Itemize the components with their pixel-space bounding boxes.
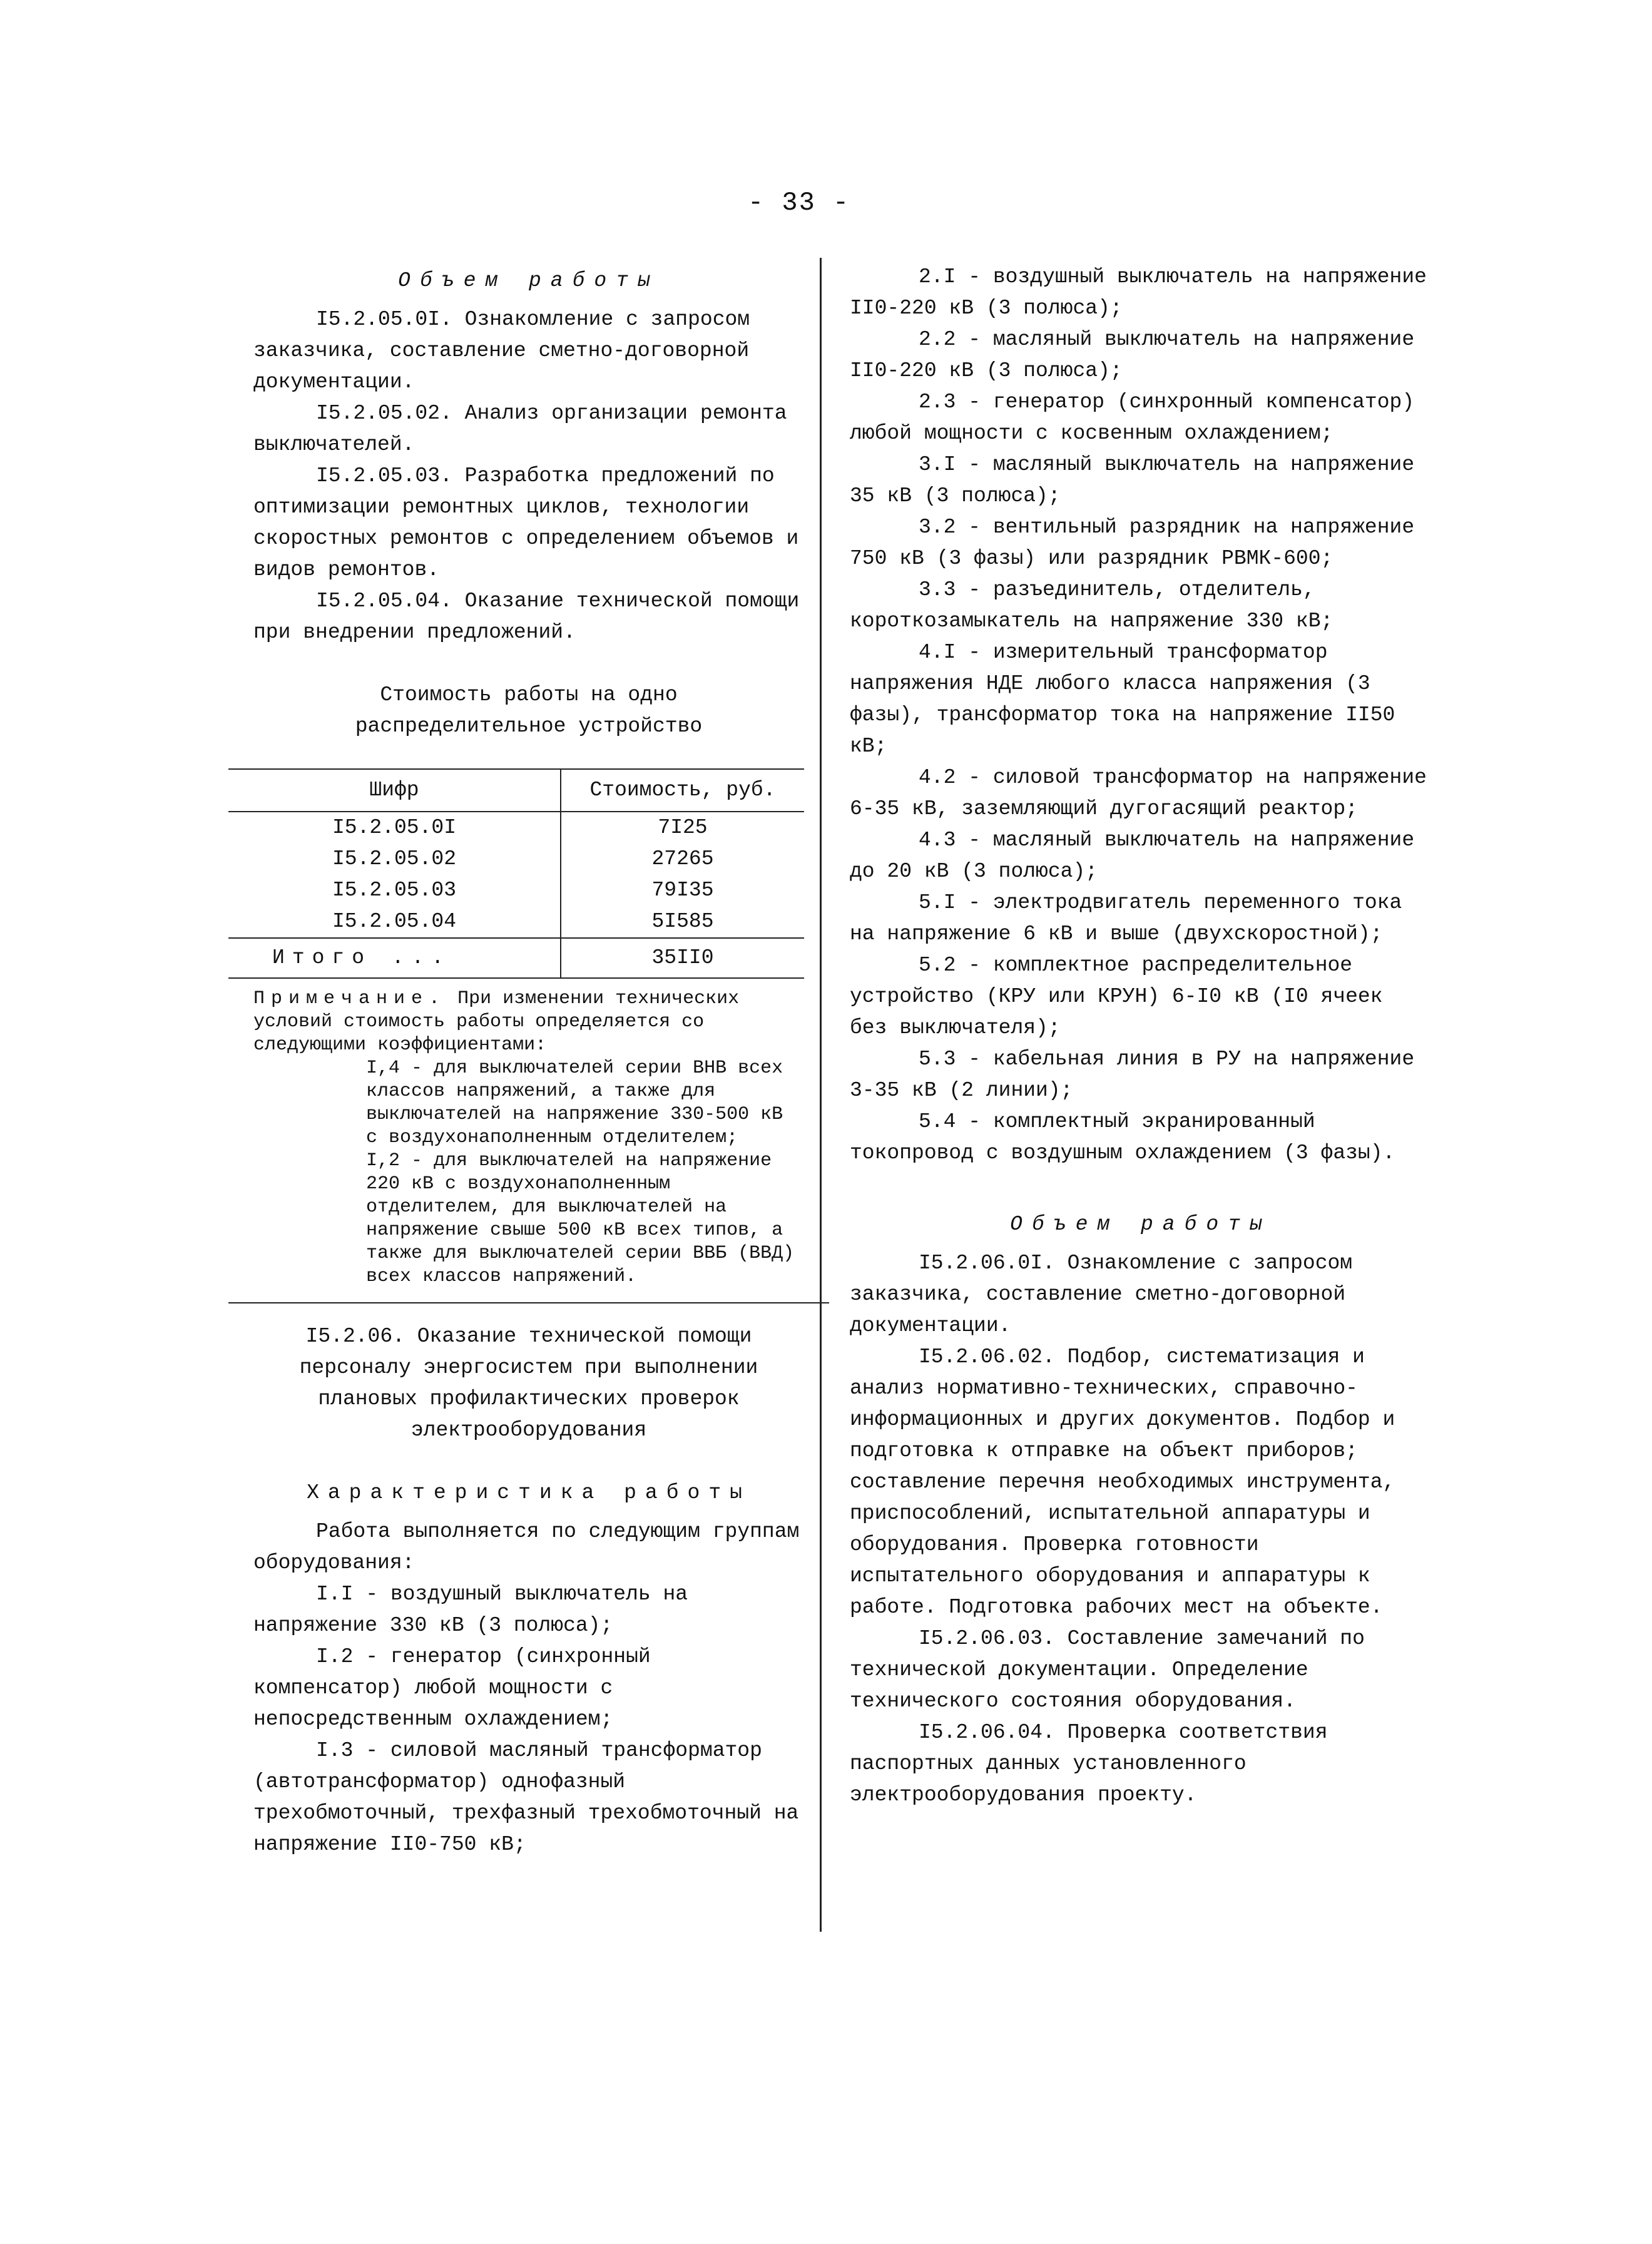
equipment-group: 4.3 - масляный выключатель на напряжение до 20 кВ (3 полюса); xyxy=(850,829,1415,883)
equipment-group: 5.2 - комплектное распределительное устройство (КРУ или КРУН) 6-I0 кВ (I0 ячеек без выключателя); xyxy=(850,954,1383,1039)
equipment-group: 5.I - электродвигатель переменного тока на напряжение 6 кВ и выше (двухскоростной); xyxy=(850,891,1402,946)
equipment-group: 2.2 - масляный выключатель на напряжение II0-220 кВ (3 полюса); xyxy=(850,328,1415,382)
characteristics-intro: Работа выполняется по следующим группам оборудования: xyxy=(253,1520,800,1574)
row-cost: 79I35 xyxy=(651,879,714,902)
note-intro: При изменении технических условий стоимость работы определяется со следующими коэффициентами: xyxy=(253,988,740,1056)
table-row xyxy=(228,812,804,844)
equipment-group: I.2 - генератор (синхронный компенсатор) любой мощности с непосредственным охлаждением; xyxy=(253,1645,651,1731)
equipment-group: I.3 - силовой масляный трансформатор (автотрансформатор) однофазный трехобмоточный, трехфазный трехобмоточный на напряжение II0-750 кВ; xyxy=(253,1739,799,1856)
equipment-group: 2.3 - генератор (синхронный компенсатор) любой мощности с косвенным охлаждением; xyxy=(850,390,1415,445)
scope-item: I5.2.06.0I. Ознакомление с запросом заказчика, составление сметно-договорной документации. xyxy=(850,1252,1353,1337)
right-column xyxy=(850,262,1432,1811)
left-column xyxy=(253,262,804,1860)
cost-title-line2: распределительное устройство xyxy=(355,715,703,738)
equipment-group: 3.2 - вентильный разрядник на напряжение 750 кВ (3 фазы) или разрядник РВМК-600; xyxy=(850,516,1415,570)
row-code: I5.2.05.04 xyxy=(228,906,561,938)
row-cost: 27265 xyxy=(651,847,714,870)
equipment-group: 4.I - измерительный трансформатор напряжения НДЕ любого класса напряжения (3 фазы), трансформатор тока на напряжение II50 кВ; xyxy=(850,641,1395,758)
total-value: 35II0 xyxy=(651,946,714,969)
equipment-group: 5.4 - комплектный экранированный токопровод с воздушным охлаждением (3 фазы). xyxy=(850,1110,1395,1165)
note-label: Примечание. xyxy=(253,988,447,1009)
table-row xyxy=(228,906,804,938)
equipment-group: 3.I - масляный выключатель на напряжение 35 кВ (3 полюса); xyxy=(850,453,1415,507)
scope-item: I5.2.05.02. Анализ организации ремонта выключателей. xyxy=(253,402,787,456)
equipment-group: 3.3 - разъединитель, отделитель, короткозамыкатель на напряжение 330 кВ; xyxy=(850,578,1333,633)
heading-characteristics: Характеристика работы xyxy=(307,1481,751,1504)
row-cost: 5I585 xyxy=(651,910,714,933)
row-code: I5.2.05.02 xyxy=(228,844,561,875)
table-header-code: Шифр xyxy=(228,769,561,812)
scope-item: I5.2.05.03. Разработка предложений по оптимизации ремонтных циклов, технологии скоростных ремонтов с определением объемов и видов ремонтов. xyxy=(253,464,799,581)
cost-title-line1: Стоимость работы на одно xyxy=(380,683,678,706)
scope-item: I5.2.05.04. Оказание технической помощи при внедрении предложений. xyxy=(253,589,800,644)
equipment-group: 4.2 - силовой трансформатор на напряжение 6-35 кВ, заземляющий дугогасящий реактор; xyxy=(850,766,1427,820)
row-code: I5.2.05.03 xyxy=(228,875,561,906)
scope-item: I5.2.06.04. Проверка соответствия паспортных данных установленного электрооборудования проекту. xyxy=(850,1721,1328,1807)
equipment-group: I.I - воздушный выключатель на напряжение 330 кВ (3 полюса); xyxy=(253,1583,688,1637)
scope-item: I5.2.06.02. Подбор, систематизация и анализ нормативно-технических, справочно-информационных и других документов. Подбор и подготовка к отправке на объект приборов; составление перечня необходимых инструмента, приспособлений, испытательной аппаратуры и оборудования. Проверка готовности испытательного оборудования и аппаратуры к работе. Подготовка рабочих мест на объекте. xyxy=(850,1345,1395,1619)
column-divider xyxy=(820,258,822,1932)
scope-item: I5.2.05.0I. Ознакомление с запросом заказчика, составление сметно-договорной документации. xyxy=(253,308,750,394)
row-code: I5.2.05.0I xyxy=(228,812,561,844)
note-coefficient: I,4 - для выключателей серии ВНВ всех классов напряжений, а также для выключателей на напряжение 330-500 кВ с воздухонаполненным отделителем; xyxy=(366,1058,783,1148)
table-row xyxy=(228,844,804,875)
table-note xyxy=(253,987,804,1288)
table-row xyxy=(228,875,804,906)
section-separator xyxy=(228,1302,829,1303)
row-cost: 7I25 xyxy=(658,816,708,839)
cost-table xyxy=(228,768,804,979)
total-label: Итого ... xyxy=(228,938,561,978)
scope-item: I5.2.06.03. Составление замечаний по технической документации. Определение технического состояния оборудования. xyxy=(850,1627,1365,1713)
section-title: I5.2.06. Оказание технической помощи персоналу энергосистем при выполнении плановых профилактических проверок электрооборудования xyxy=(299,1325,758,1442)
heading-scope-of-work-2: Объем работы xyxy=(1010,1213,1272,1236)
equipment-group: 5.3 - кабельная линия в РУ на напряжение 3-35 кВ (2 линии); xyxy=(850,1048,1415,1102)
note-coefficient: I,2 - для выключателей на напряжение 220 кВ с воздухонаполненным отделителем, для выключателей на напряжение свыше 500 кВ всех типов, а также для выключателей серии ВВБ (ВВД) всех классов напряжений. xyxy=(366,1150,795,1287)
heading-scope-of-work: Объем работы xyxy=(398,269,660,292)
page-number: - 33 - xyxy=(748,188,850,218)
table-header-cost: Стоимость, руб. xyxy=(589,778,776,802)
equipment-group: 2.I - воздушный выключатель на напряжение II0-220 кВ (3 полюса); xyxy=(850,265,1427,320)
